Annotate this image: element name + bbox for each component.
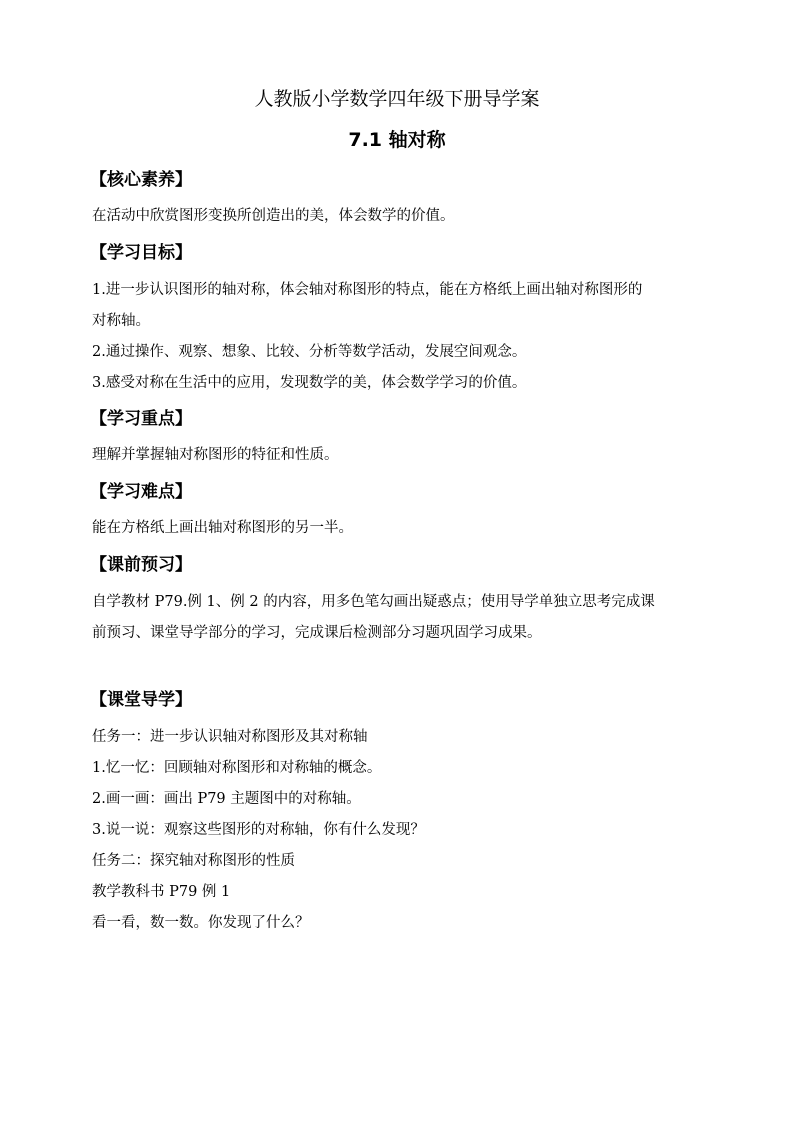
task-1-step-3: 3.说一说：观察这些图形的对称轴，你有什么发现？	[92, 822, 425, 838]
preview-line-2: 前预习、课堂导学部分的学习，完成课后检测部分习题巩固学习成果。	[92, 625, 542, 641]
discussion-question: 看一看，数一数。你发现了什么？	[92, 915, 310, 931]
objective-1-line-1: 1.进一步认识图形的轴对称，体会轴对称图形的特点，能在方格纸上画出轴对称图形的	[92, 282, 643, 298]
lesson-subtitle: 7.1 轴对称	[348, 129, 446, 151]
objective-3: 3.感受对称在生活中的应用，发现数学的美，体会数学学习的价值。	[92, 375, 527, 391]
classroom-heading: 【课堂导学】	[90, 690, 192, 710]
objectives-heading: 【学习目标】	[90, 243, 192, 263]
task-1-step-2: 2.画一画：画出 P79 主题图中的对称轴。	[92, 791, 361, 807]
document-title: 人教版小学数学四年级下册导学案	[254, 88, 540, 110]
task-1: 任务一：进一步认识轴对称图形及其对称轴	[92, 729, 368, 745]
task-1-step-1: 1.忆一忆：回顾轴对称图形和对称轴的概念。	[92, 760, 382, 776]
core-literacy-text: 在活动中欣赏图形变换所创造出的美，体会数学的价值。	[92, 208, 455, 224]
difficulties-text: 能在方格纸上画出轴对称图形的另一半。	[92, 520, 353, 536]
task-2: 任务二：探究轴对称图形的性质	[92, 853, 295, 869]
key-points-heading: 【学习重点】	[90, 409, 192, 429]
objective-1-line-2: 对称轴。	[92, 313, 150, 329]
key-points-text: 理解并掌握轴对称图形的特征和性质。	[92, 447, 339, 463]
preview-line-1: 自学教材 P79.例 1、例 2 的内容，用多色笔勾画出疑惑点；使用导学单独立思考完成课	[92, 594, 655, 610]
objective-2: 2.通过操作、观察、想象、比较、分析等数学活动，发展空间观念。	[92, 344, 527, 360]
difficulties-heading: 【学习难点】	[90, 482, 192, 502]
preview-heading: 【课前预习】	[90, 555, 192, 575]
core-literacy-heading: 【核心素养】	[90, 170, 192, 190]
textbook-reference: 教学教科书 P79 例 1	[92, 884, 231, 900]
